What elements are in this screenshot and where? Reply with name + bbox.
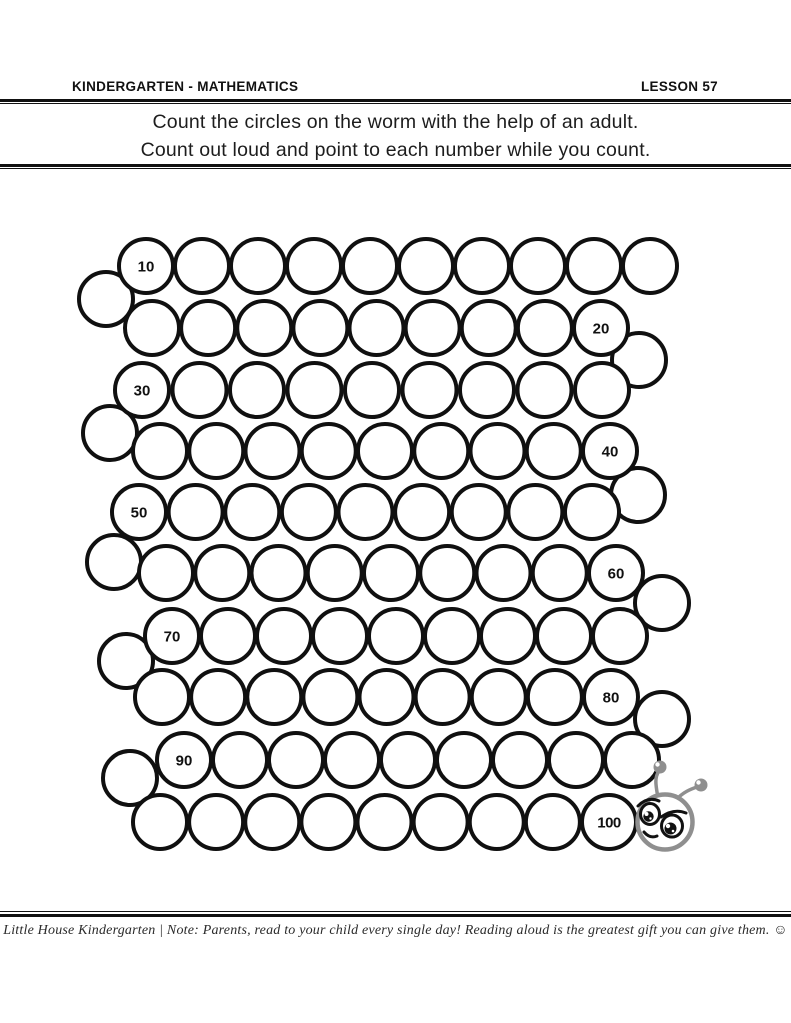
worm-circle [181, 301, 235, 355]
worm-circle [301, 795, 355, 849]
worm-circle [493, 733, 547, 787]
antenna-right-tip [695, 779, 708, 792]
worm-circle [414, 424, 468, 478]
worm-circle [623, 239, 677, 293]
instruction-line-2: Count out loud and point to each number while you count. [140, 139, 651, 161]
worm-circle [416, 670, 470, 724]
worm-circle [293, 301, 347, 355]
worm-number-50: 50 [130, 504, 148, 522]
worm-circle [195, 546, 249, 600]
worm-circle [303, 670, 357, 724]
worm-circle [420, 546, 474, 600]
worm-circle [425, 609, 479, 663]
worm-circle [471, 424, 525, 478]
worm-circle [481, 609, 535, 663]
worm-circle [175, 239, 229, 293]
worm-circle [452, 485, 506, 539]
antenna-left-tip [654, 761, 667, 774]
worm-circle [605, 733, 659, 787]
worm-circle [406, 301, 460, 355]
worm-circle [257, 609, 311, 663]
worm-circle [462, 301, 516, 355]
worm-number-40: 40 [601, 443, 619, 461]
worm-circle [135, 670, 189, 724]
worm-circle [549, 733, 603, 787]
worm-circle [472, 670, 526, 724]
worm-circle [511, 239, 565, 293]
head-left-pupil-glint-2 [649, 817, 651, 819]
worm-circle [139, 546, 193, 600]
worm-number-70: 70 [163, 628, 181, 646]
worm-circle [395, 485, 449, 539]
worm-circle [133, 795, 187, 849]
worm-circle [508, 485, 562, 539]
worm-circle [230, 363, 284, 417]
worm-circle [247, 670, 301, 724]
worm-circle [414, 795, 468, 849]
worm-circle [364, 546, 418, 600]
subject-title: KINDERGARTEN - MATHEMATICS [72, 79, 299, 94]
worm-circle [528, 670, 582, 724]
worm-circle [477, 546, 531, 600]
worm-circle [537, 609, 591, 663]
worm-circle [567, 239, 621, 293]
worm-number-30: 30 [133, 382, 151, 400]
worm-circle [360, 670, 414, 724]
worm-circle [358, 424, 412, 478]
worm-number-80: 80 [602, 689, 620, 707]
worm-turn-circle [87, 535, 141, 589]
worm-circle [339, 485, 393, 539]
worm-number-90: 90 [175, 752, 193, 770]
head-right-pupil [665, 823, 677, 835]
worm-circle [399, 239, 453, 293]
worm-circle [403, 363, 457, 417]
worm-circle [526, 795, 580, 849]
worm-circle [125, 301, 179, 355]
worm-circle [518, 363, 572, 417]
worm-circle [189, 424, 243, 478]
worm-circle [245, 795, 299, 849]
worm-circle [470, 795, 524, 849]
worm-circle [313, 609, 367, 663]
worm-circle [527, 424, 581, 478]
worm-circle [343, 239, 397, 293]
worm-circle [213, 733, 267, 787]
worm-circle [455, 239, 509, 293]
worm-circle [565, 485, 619, 539]
footer-note: Little House Kindergarten | Note: Parents, read to your child every single day! Reading aloud is the greatest gift you can give them. ☺ [3, 923, 788, 938]
worm-number-60: 60 [607, 565, 625, 583]
worm-circle [593, 609, 647, 663]
worm-circle [173, 363, 227, 417]
head-left-pupil-glint [645, 812, 649, 816]
worm-circle [189, 795, 243, 849]
worm-circle [237, 301, 291, 355]
worm-circle [225, 485, 279, 539]
worm-circle [133, 424, 187, 478]
head-right-pupil-glint [666, 824, 670, 828]
worm-circle [169, 485, 223, 539]
worm-circle [287, 239, 341, 293]
worm-circle [191, 670, 245, 724]
antenna-right-tip-glint [696, 780, 700, 784]
footer-divider [0, 911, 791, 917]
worm-number-100: 100 [597, 814, 621, 832]
instruction-line-1: Count the circles on the worm with the help of an adult. [152, 111, 639, 133]
worm-circle [369, 609, 423, 663]
antenna-left-tip-glint [655, 762, 659, 766]
worm-number-20: 20 [592, 320, 610, 338]
worm-circle [246, 424, 300, 478]
worm-circle [269, 733, 323, 787]
worm-circle [345, 363, 399, 417]
worm-circle [350, 301, 404, 355]
lesson-number: LESSON 57 [641, 79, 718, 94]
worm-circle [288, 363, 342, 417]
worm-circle [201, 609, 255, 663]
worm-circle [575, 363, 629, 417]
worm-circle [437, 733, 491, 787]
worm-circle [533, 546, 587, 600]
worm-circle [460, 363, 514, 417]
worm-number-10: 10 [137, 258, 155, 276]
worm-circle [252, 546, 306, 600]
worm-circle [302, 424, 356, 478]
worm-circle [381, 733, 435, 787]
worm-circle [518, 301, 572, 355]
worm-circle [282, 485, 336, 539]
worm-circle [325, 733, 379, 787]
worm-circle [308, 546, 362, 600]
worm-circle [231, 239, 285, 293]
worm-circle [358, 795, 412, 849]
head-right-pupil-glint-2 [672, 830, 675, 833]
